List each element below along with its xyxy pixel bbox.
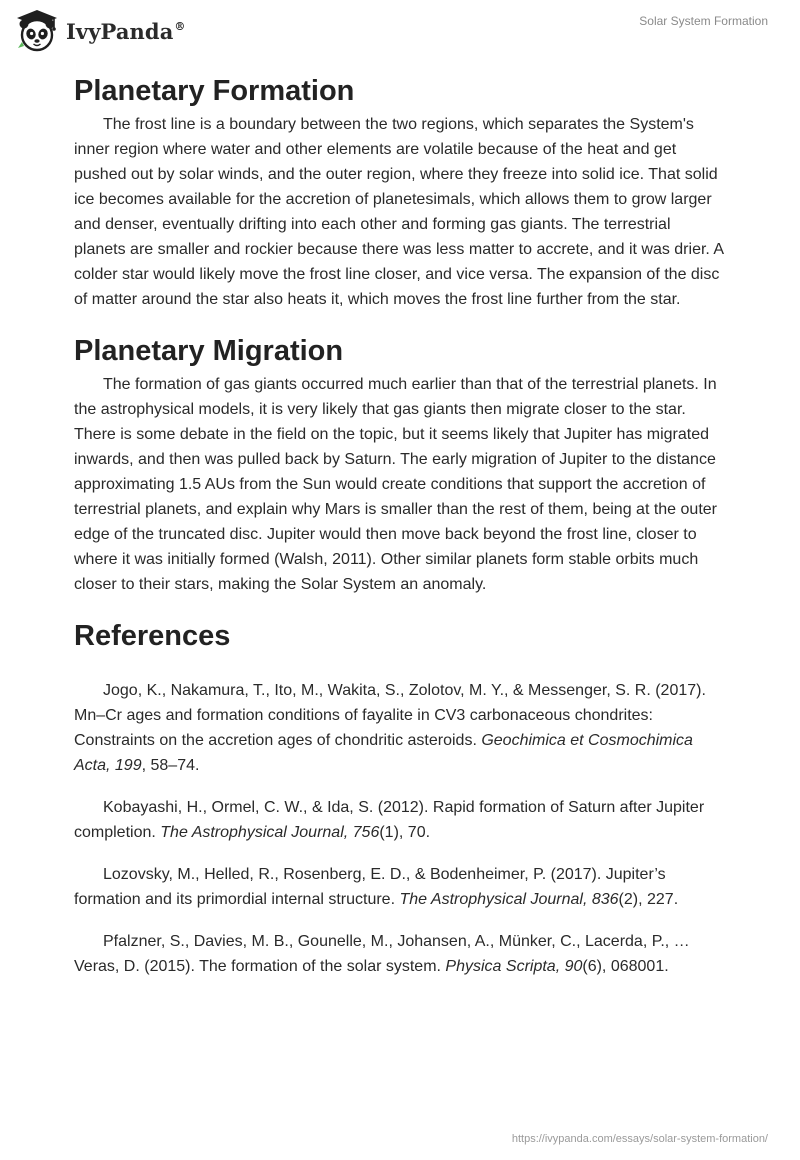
reference-item: Pfalzner, S., Davies, M. B., Gounelle, M., Johansen, A., Münker, C., Lacerda, P., … Veras, D. (2015). The formation of the solar system. Physica Scripta, 90(6), 068001. [74, 933, 690, 975]
document-title: Solar System Formation [639, 14, 768, 28]
reference-item: Lozovsky, M., Helled, R., Rosenberg, E. D., & Bodenheimer, P. (2017). Jupiter’s formation and its primordial internal structure. The Astrophysical Journal, 836(2), 227. [74, 866, 679, 908]
reference-item: Jogo, K., Nakamura, T., Ito, M., Wakita, S., Zolotov, M. Y., & Messenger, S. R. (2017). Mn–Cr ages and formation conditions of fayalite in CV3 carbonaceous chondrites: Constraints on the accretion ages of chondritic asteroids. Geochimica et Cosmochimica Acta, 199, 58–74. [74, 682, 706, 774]
essay-content [74, 70, 726, 996]
panda-graduate-logo-icon [14, 8, 60, 54]
paragraph-planetary-formation: The frost line is a boundary between the two regions, which separates the System's inner region where water and other elements are volatile because of the heat and get pushed out by solar winds, and the outer region, where they freeze into solid ice. That solid ice becomes available for the accretion of planetesimals, which allows them to grow larger and denser, eventually drifting into each other and forming gas giants. The terrestrial planets are smaller and rockier because there was less matter to accrete, and it was drier. A colder star would likely move the frost line closer, and vice versa. The expansion of the disc of matter around the star also heats it, which moves the frost line further from the star. [74, 116, 724, 308]
brand-name: IvyPanda® [66, 18, 186, 44]
section-heading-planetary-migration: Planetary Migration [74, 335, 344, 367]
brand-logo[interactable] [14, 8, 186, 54]
section-heading-planetary-formation: Planetary Formation [74, 75, 355, 107]
paragraph-planetary-migration: The formation of gas giants occurred much earlier than that of the terrestrial planets. In the astrophysical models, it is very likely that gas giants then migrate closer to the star. There is some debate in the field on the topic, but it seems likely that Jupiter has migrated inwards, and then was pulled back by Saturn. The early migration of Jupiter to the distance approximating 1.5 AUs from the Sun would create conditions that support the accretion of terrestrial planets, and explain why Mars is smaller than the rest of them, being at the outer edge of the truncated disc. Jupiter would then move back beyond the frost line, closer to where it was initially formed (Walsh, 2011). Other similar planets form stable orbits much closer to their stars, making the Solar System an anomaly. [74, 376, 717, 593]
section-heading-references: References [74, 620, 231, 652]
reference-item: Kobayashi, H., Ormel, C. W., & Ida, S. (2012). Rapid formation of Saturn after Jupiter completion. The Astrophysical Journal, 756(1), 70. [74, 799, 705, 841]
page-header [0, 0, 800, 60]
footer-source-url[interactable]: https://ivypanda.com/essays/solar-system-formation/ [511, 1133, 768, 1145]
reference-list [74, 678, 726, 979]
